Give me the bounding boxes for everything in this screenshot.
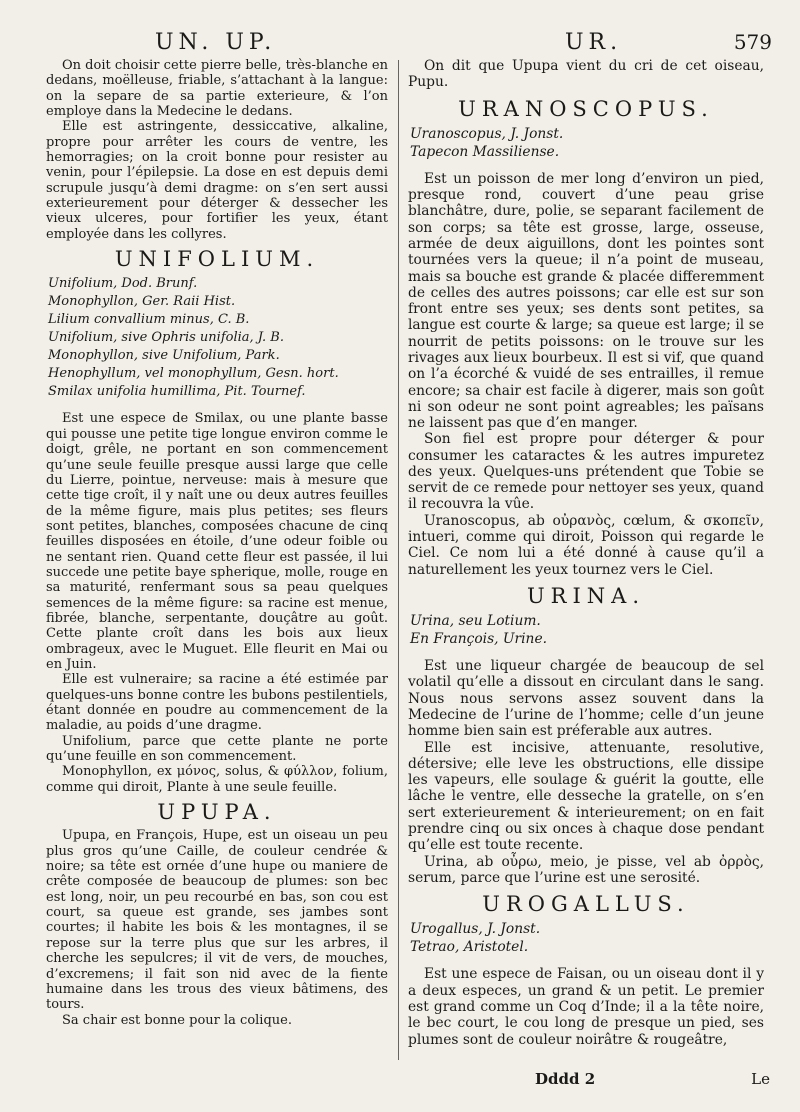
left-column <box>46 58 388 1028</box>
spacer <box>46 401 388 411</box>
entry-title-urogallus: UROGALLUS. <box>482 892 690 917</box>
spacer <box>408 161 764 171</box>
paragraph: On dit que Upupa vient du cri de cet oiseau, Pupu. <box>408 58 764 91</box>
entry-title-upupa: UPUPA. <box>157 800 277 825</box>
paragraph: Son fiel est propre pour déterger & pour consumer les cataractes & les autres impuretez des yeux. Quelques-uns prétendent que Tobie se servit de ce remede pour nettoyer ses yeux, quand il recouvra la vûe. <box>408 431 764 513</box>
synonym: Lilium convallium minus, C. B. <box>48 312 250 328</box>
synonym-list <box>48 275 388 401</box>
synonym-list <box>410 612 764 648</box>
entry-title-unifolium: UNIFOLIUM. <box>114 247 320 272</box>
signature-mark: Dddd 2 <box>535 1070 596 1088</box>
synonym: Urina, seu Lotium. <box>410 613 541 630</box>
paragraph: Est un poisson de mer long d’environ un pied, presque rond, couvert d’une peau grise blanchâtre, dure, polie, se separant facilement de son corps; sa tête est grosse, large, osseuse, armée de deux aiguillons, dont les pointes sont tournées vers la queue; il n’a point de museau, mais sa bouche est grande & placée differemment de celles des autres poissons; car elle est sur son front entre ses yeux; ses dents sont petites, sa langue est courte & large; sa queue est large; il se nourrit de petits poissons: on le trouve sur les rivages aux lieux bourbeux. Il est si vif, que quand on l’a écorché & vuidé de ses entrailles, il remue encore; sa chair est facile à digerer, mais son goût ni son odeur ne sont point agreables; les païsans ne laissent pas que d’en manger. <box>408 170 764 432</box>
spacer <box>408 648 764 658</box>
paragraph: Unifolium, parce que cette plante ne porte qu’une feuille en son commencement. <box>46 733 388 765</box>
paragraph: Est une espece de Faisan, ou un oiseau dont il y a deux especes, un grand & un petit. Le premier est grand comme un Coq d’Inde; il a la tête noire, le bec court, le cou long de presque un pied, ses plumes sont de couleur noirâtre & rougeâtre, <box>408 966 764 1048</box>
paragraph: On doit choisir cette pierre belle, très-blanche en dedans, moëlleuse, friable, s’attachant à la langue: on la separe de sa partie exterieure, & l’on employe dans la Medecine le dedans. <box>46 58 388 120</box>
page-number: 579 <box>733 30 772 54</box>
column-divider <box>398 60 399 1060</box>
entry-title-urina: URINA. <box>526 583 646 608</box>
synonym: Urogallus, J. Jonst. <box>410 921 541 938</box>
synonym-list <box>410 125 764 161</box>
synonym: Uranoscopus, J. Jonst. <box>410 125 564 142</box>
spacer <box>408 956 764 966</box>
synonym: Monophyllon, Ger. Raii Hist. <box>48 294 236 310</box>
synonym: Henophyllum, vel monophyllum, Gesn. hort. <box>48 366 339 382</box>
paragraph: Uranoscopus, ab οὐρανὸς, cœlum, & σκοπεῖν, intueri, comme qui diroit, Poisson qui regarde le Ciel. Ce nom lui a été donné à cause qu’il a naturellement les yeux tournez vers le Ciel. <box>408 512 764 578</box>
paragraph: Sa chair est bonne pour la colique. <box>62 1012 292 1028</box>
entry-title-uranoscopus: URANOSCOPUS. <box>458 96 714 121</box>
synonym: En François, Urine. <box>410 631 547 648</box>
synonym-list <box>410 920 764 956</box>
running-head-left: UN. UP. <box>155 30 277 55</box>
paragraph: Urina, ab οὖρω, meio, je pisse, vel ab ὀρρὸς, serum, parce que l’urine est une serosité. <box>408 853 764 886</box>
catchword: Le <box>751 1070 770 1088</box>
synonym: Tapecon Massiliense. <box>410 143 560 160</box>
paragraph: Monophyllon, ex μόνος, solus, & φύλλον, folium, comme qui diroit, Plante à une seule feuille. <box>46 764 388 795</box>
running-head-right: UR. <box>565 30 623 55</box>
paragraph: Est une liqueur chargée de beaucoup de sel volatil qu’elle a dissout en circulant dans le sang. Nous nous servons assez souvent dans la Medecine de l’urine de l’homme; celle d’un jeune homme bien sain est préferable aux autres. <box>408 658 764 740</box>
paragraph: Upupa, en François, Hupe, est un oiseau un peu plus gros qu’une Caille, de couleur cendrée & noire; sa tête est ornée d’une hupe ou maniere de crête composée de beaucoup de plumes: son bec est long, noir, un peu recourbé en bas, son cou est court, sa queue est grande, ses jambes sont courtes; il habite les bois & les montagnes, il se repose sur la terre plus que sur les arbres, il cherche les sepulcres; il vit de vers, de mouches, d’excremens; il fait son nid avec de la fiente humaine dans les trous des vieux bâtimens, des tours. <box>46 828 388 1013</box>
paragraph: Est une espece de Smilax, ou une plante basse qui pousse une petite tige longue environ comme le doigt, grêle, ne portant en son commencement qu’une seule feuille presque aussi large que celle du Lierre, pointue, nerveuse: mais à mesure que cette tige croît, il y naît une ou deux autres feuilles de la même figure, mais plus petites; ses fleurs sont petites, blanches, composées chacune de cinq feuilles disposées en étoile, d’une odeur foible ou ne sentant rien. Quand cette fleur est passée, il lui succede une petite baye spherique, molle, rouge en sa maturité, renfermant sous sa peau quelques semences de la même figure: sa racine est menue, fibrée, blanche, serpentante, douçâtre au goût. Cette plante croît dans les bois aux lieux ombrageux, avec le Muguet. Elle fleurit en Mai ou en Juin. <box>46 411 388 672</box>
paragraph: Elle est incisive, attenuante, resolutive, détersive; elle leve les obstructions, elle dissipe les vapeurs, elle soulage & guérit la goutte, elle lâche le ventre, elle desseche la gratelle, on s’en sert exterieurement & interieurement; on en fait prendre cinq ou six onces à chaque dose pendant qu’elle est toute recente. <box>408 739 764 854</box>
synonym: Unifolium, sive Ophris unifolia, J. B. <box>48 330 284 346</box>
synonym: Monophyllon, sive Unifolium, Park. <box>48 348 280 364</box>
paragraph: Elle est astringente, dessiccative, alkaline, propre pour arrêter les cours de ventre, les hemorragies; on la croit bonne pour resister au venin, pour l’épilepsie. La dose en est depuis demi scrupule jusqu’à demi dragme: on s’en sert aussi exterieurement pour déterger & dessecher les vieux ulceres, pour fortifier les yeux, étant employée dans les collyres. <box>46 119 388 242</box>
synonym: Unifolium, Dod. Brunf. <box>48 276 198 292</box>
synonym: Tetrao, Aristotel. <box>410 939 529 956</box>
synonym: Smilax unifolia humillima, Pit. Tournef. <box>48 384 306 400</box>
right-column <box>408 58 764 1048</box>
paragraph: Elle est vulneraire; sa racine a été estimée par quelques-uns bonne contre les bubons pestilentiels, étant donnée en poudre au commencement de la maladie, au poids d’une dragme. <box>46 672 389 734</box>
